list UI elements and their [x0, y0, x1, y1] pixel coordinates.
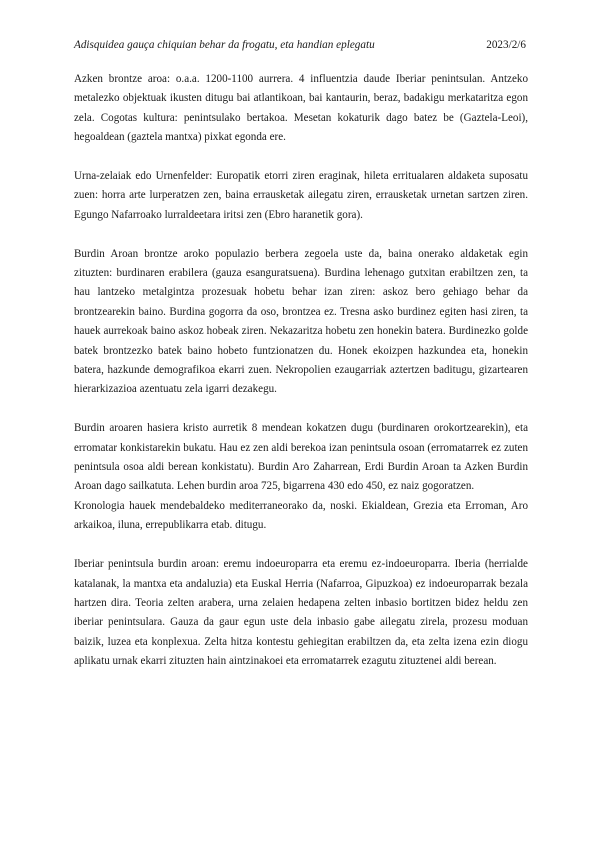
- paragraph-6: Iberiar penintsula burdin aroan: eremu indoeuroparra eta eremu ez-indoeuroparra. Iberia (herrialde katalanak, la mantxa eta andaluzia) eta Euskal Herria (Nafarroa, Gipuzkoa) ez indoeuroparrak bezala hartzen dira. Teoria zelten arabera, urna zelaien hedapena zelten inbasio bortitzen bidez heldu zen iberiar penintsulara. Gauza da gaur egun uste dela inbasio gabe ailegatu zirela, prozesu moduan baizik, luzea eta konplexua. Zelta hitza kontestu gehiegitan erabiltzen da, eta zelta izena ezin diogu aplikatu urnak ekarri zituzten hain aintzinakoei eta erromatarrek ezagutu zituztenei aldi berean.: [74, 558, 528, 668]
- paragraph-1: Azken brontze aroa: o.a.a. 1200-1100 aurrera. 4 influentzia daude Iberiar penintsulan. Antzeko metalezko objektuak ikusten ditugu bai atlantikoan, bai kantaurin, beraz, badakigu merkataritza egon zela. Cogotas kultura: penintsulako bertakoa. Mesetan kokaturik dago batez be (Gaztela-Leoi), hegoaldean (gaztela mantxa) pixkat egonda ere.: [74, 73, 528, 144]
- paragraph-2: Urna-zelaiak edo Urnenfelder: Europatik etorri ziren eraginak, hileta erritualaren aldaketa suposatu zuen: horra arte lurperatzen zen, baina errausketak ailegatu ziren, errausketak urnetan sartzen ziren. Egungo Nafarroako lurraldeetara iritsi zen (Ebro haranetik gora).: [74, 170, 528, 221]
- page-header: [74, 38, 526, 52]
- document-body: [74, 70, 528, 691]
- paragraph-5: Kronologia hauek mendebaldeko mediterraneorako da, noski. Ekialdean, Grezia eta Erroman, Aro arkaikoa, iluna, errepublikarra etab. ditugu.: [74, 499, 528, 532]
- paragraph-3: Burdin Aroan brontze aroko populazio berbera zegoela uste da, baina onerako aldaketak egin zituzten: burdinaren erabilera (gauza esanguratsuena). Burdina lehenago gutxitan erabiltzen zen, ta hau lantzeko metalgintza prozesuak hobetu behar izan ziren: askoz bero gehiago behar da brontzearekin baino. Burdina gogorra da oso, brontzea ez. Tresna asko burdinez egiten hasi ziren, ta hauek aurrekoak baino askoz hobeak ziren. Nekazaritza hobetu zen honekin batera. Burdinezko golde batek brontzezko batek baino hobeto funtzionatzen du. Honek ekoizpen hazkundea eta, honekin batera, hazkunde demografikoa ekarri zuen. Nekropolien ezaugarriak aztertzen baditugu, gizartearen hierarkizazioa azentuatu zela igarri dezakegu.: [74, 247, 528, 396]
- paragraph-4: Burdin aroaren hasiera kristo aurretik 8 mendean kokatzen dugu (burdinaren orokortzearekin), eta erromatar konkistarekin bukatu. Hau ez zen aldi berekoa izan penintsula osoan (erromatarrek ez zuten penintsula osoa aldi berean konkistatu). Burdin Aro Zaharrean, Erdi Burdin Aroan ta Azken Burdin Aroan dago sailkatuta. Lehen burdin aroa 725, bigarrena 430 edo 450, ez naiz gogoratzen.: [74, 422, 528, 493]
- header-title: Adisquidea gauça chiquian behar da frogatu, eta handian eplegatu: [74, 39, 375, 51]
- header-date: 2023/2/6: [486, 39, 526, 51]
